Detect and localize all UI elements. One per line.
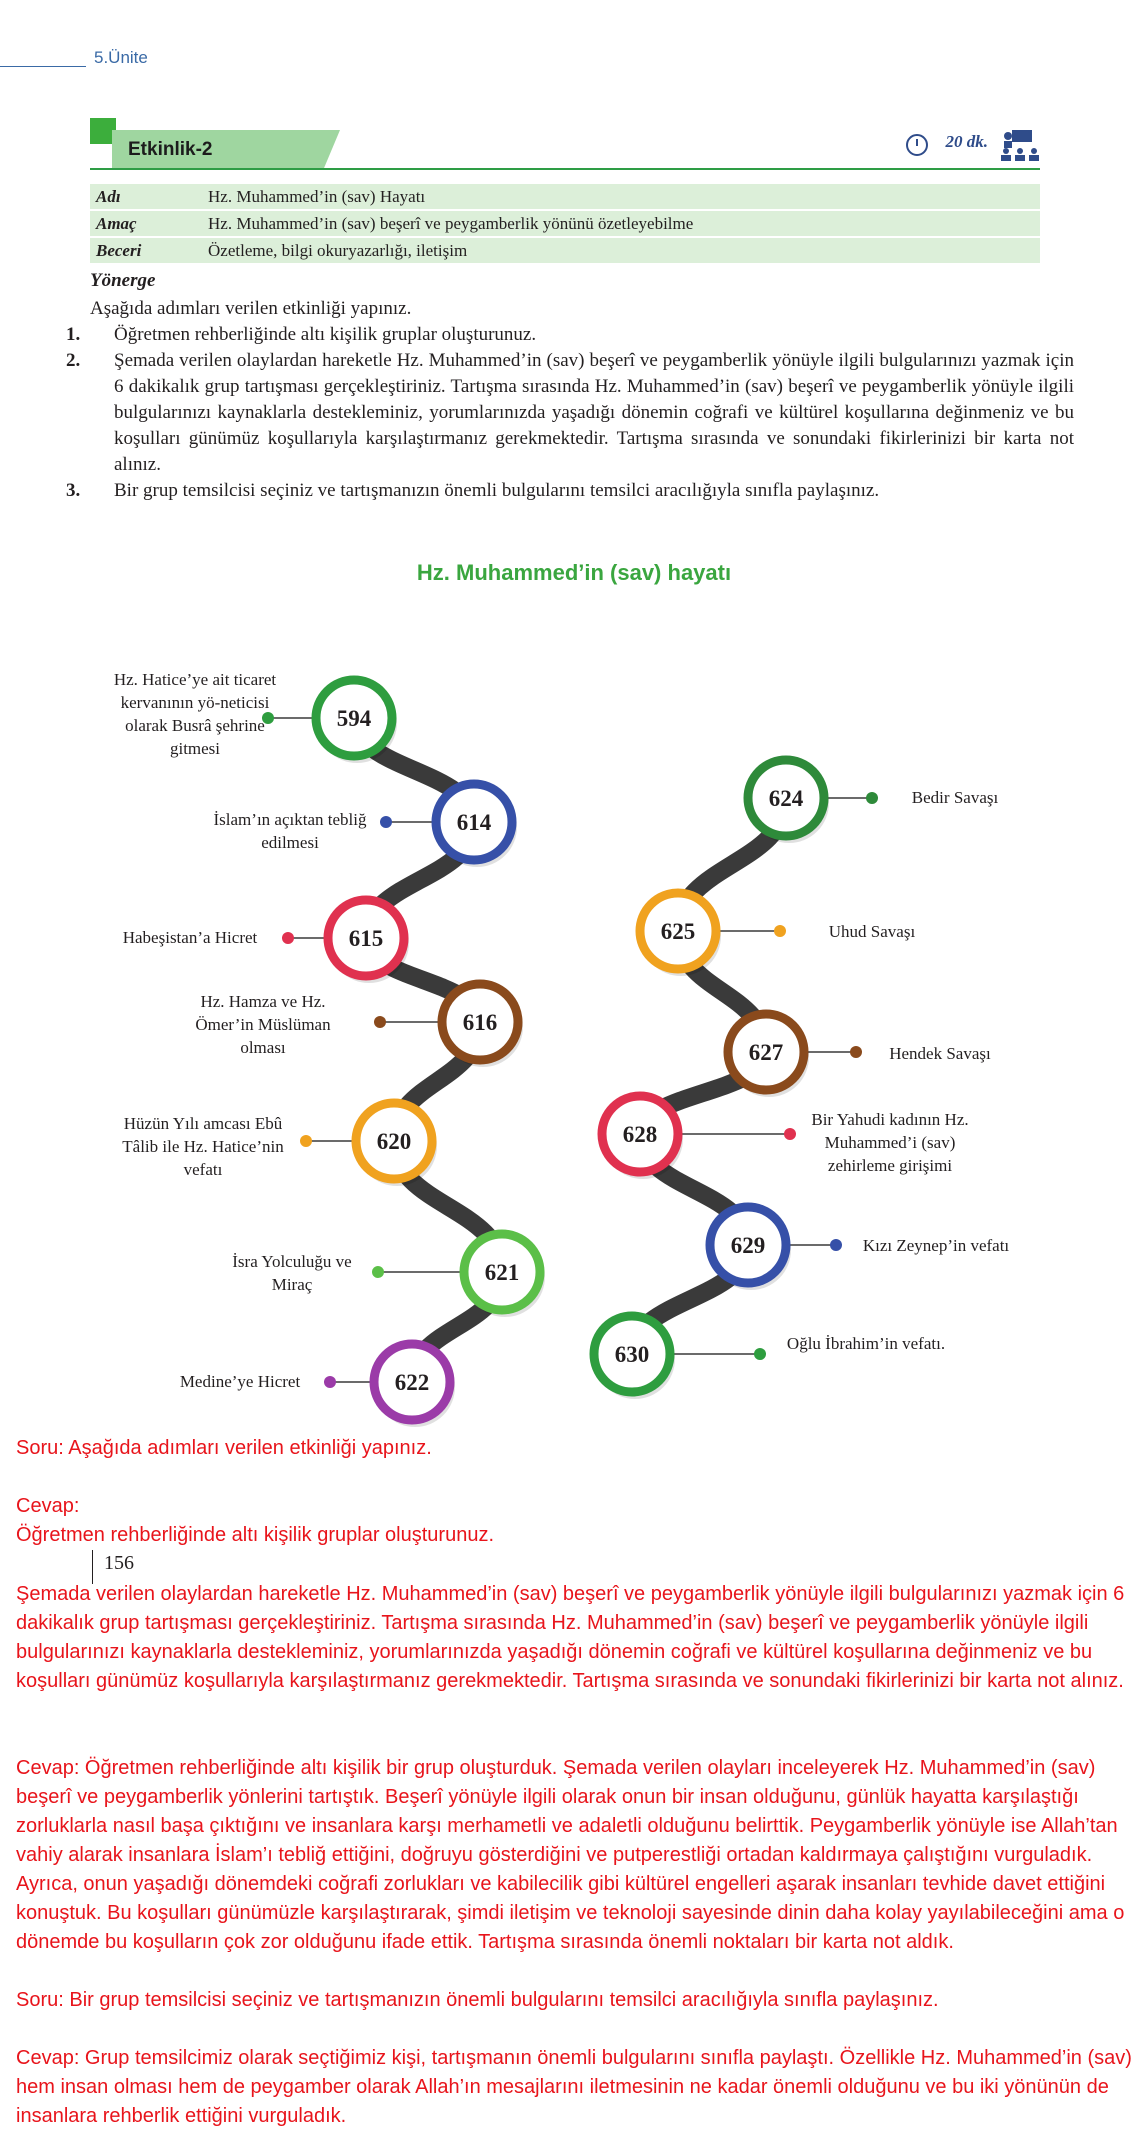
right-event-624: Bedir Savaşı [911, 788, 999, 807]
instruction-step-1 [66, 322, 1074, 348]
answer-2: Cevap: Grup temsilcimiz olarak seçtiğimiz kişi, tartışmanın önemli bulgularını sınıfla paylaştı. Özellikle Hz. Muhammed’in (sav) hem insan olması hem de peygamber olarak Allah’ın mesajlarını iletmesinin ne kadar önemli olduğunu ve bu iki yönünün de insanlara rehberlik ettiğini vurguladık. [16, 2047, 1132, 2127]
step-text: Öğretmen rehberliğinde altı kişilik gruplar oluşturunuz. [114, 324, 537, 345]
event-dot [300, 1135, 312, 1147]
event-dot [850, 1046, 862, 1058]
info-row-aim [90, 211, 1040, 236]
left-event-615: Habeşistan’a Hicret [122, 928, 258, 947]
answer-1-label: Cevap: [16, 1495, 80, 1517]
step-number: 3. [66, 480, 81, 501]
diagram-title: Hz. Muhammed’in (sav) hayatı [416, 560, 732, 585]
instructions-title: Yönerge [90, 270, 156, 291]
year-label: 630 [614, 1342, 650, 1367]
activity-header [90, 118, 1040, 172]
event-dot [324, 1376, 336, 1388]
left-event-594: Hz. Hatice’ye ait ticaret kervanının yö-neticisi olarak Busrâ şehrine gitmesi [113, 670, 277, 758]
answer-1-step: Öğretmen rehberliğinde altı kişilik gruplar oluşturunuz. [16, 1524, 495, 1546]
year-label: 615 [348, 926, 384, 951]
page-number-bar [92, 1550, 93, 1584]
left-event-616: Hz. Hamza ve Hz. Ömer’in Müslüman olması [195, 992, 331, 1057]
answer-1-step-2: Şemada verilen olaylardan hareketle Hz. Muhammed’in (sav) beşerî ve peygamberlik yönüyle ilgili bulgularınızı yazmak için 6 dakikalık grup tartışması gerçekleştiriniz. Tartışma sırasında Hz. Muhammed’in (sav) beşerî ve peygamberlik yönüyle ilgili bulgularınızı kaynaklarla destekleminiz, yorumlarınızda yaşadığı dönemin coğrafi ve kültürel koşullarına değinmeniz ve bu koşulları günümüz koşullarıyla karşılaştırmanız gerekmektedir. Tartışma sırasında ve sonundaki fikirlerinizi bir karta not alınız. [16, 1583, 1125, 1692]
year-label: 621 [484, 1260, 520, 1285]
info-row-skill [90, 238, 1040, 263]
left-event-620: Hüzün Yılı amcası Ebû Tâlib ile Hz. Hatice’nin vefatı [122, 1114, 284, 1179]
info-key: Amaç [90, 211, 202, 236]
clock-icon [906, 134, 928, 156]
left-event-621: İsra Yolculuğu ve Miraç [232, 1252, 352, 1294]
page-number: 156 [104, 1552, 134, 1574]
unit-rule [0, 66, 86, 67]
step-number: 1. [66, 324, 81, 345]
step-number: 2. [66, 350, 81, 371]
answer-1: Cevap: Öğretmen rehberliğinde altı kişilik bir grup oluşturduk. Şemada verilen olayları inceleyerek Hz. Muhammed’in (sav) beşerî ve peygamberlik yönlerini tartıştık. Beşerî yönüyle ilgili olarak onun bir insan olduğunu, günlük hayatta karşılaştığı zorluklarla nasıl başa çıktığını ve insanlara karşı merhametli ve adaletli olduğunu belirttik. Peygamberlik yönüyle ise Allah’tan vahiy alarak insanlara İslam’ı tebliğ ettiğini, doğruyu gösterdiğini ve putperestliği ortadan kaldırmaya çalıştığını vurguladık. Ayrıca, onun yaşadığı dönemdeki coğrafi zorlukları ve kabilecilik gibi kültürel engelleri aşarak insanları tevhide davet ettiğini konuştuk. Bu koşulları günümüzle karşılaştırarak, şimdi iletişim ve teknoloji sayesinde dinin daha kolay yayılabileceğini ama o dönemde bu koşulların çok zor olduğunu ifade ettik. Tartışma sırasında önemli noktaları bir karta not aldık. [16, 1757, 1125, 1953]
step-text: Şemada verilen olaylardan hareketle Hz. Muhammed’in (sav) beşerî ve peygamberlik yönüyle ilgili bulgularınızı yazmak için 6 dakikalık grup tartışması gerçekleştiriniz. Tartışma sırasında Hz. Muhammed’in (sav) beşerî ve peygamberlik yönüyle ilgili bulgularınızı kaynaklarla destekleminiz, yorumlarınızda yaşadığı dönemin coğrafi ve kültürel koşullarına değinmeniz ve bu koşulları günümüz koşullarıyla karşılaştırmanız gerekmektedir. Tartışma sırasında ve sonundaki fikirlerinizi bir karta not alınız. [114, 350, 1074, 475]
info-value: Hz. Muhammed’in (sav) beşerî ve peygamberlik yönünü özetleyebilme [202, 211, 1040, 236]
instructions-intro: Aşağıda adımları verilen etkinliği yapınız. [90, 298, 412, 319]
year-label: 594 [336, 706, 372, 731]
info-value: Hz. Muhammed’in (sav) Hayatı [202, 184, 1040, 209]
year-label: 620 [376, 1129, 412, 1154]
event-dot [866, 792, 878, 804]
question-1: Soru: Aşağıda adımları verilen etkinliği yapınız. [16, 1437, 432, 1459]
info-key: Beceri [90, 238, 202, 263]
event-dot [374, 1016, 386, 1028]
year-label: 622 [394, 1370, 430, 1395]
info-row-name [90, 184, 1040, 209]
activity-time: 20 dk. [945, 132, 988, 151]
left-event-614: İslam’ın açıktan tebliğ edilmesi [213, 810, 367, 852]
right-event-630: Oğlu İbrahim’in vefatı. [786, 1334, 946, 1353]
year-label: 625 [660, 919, 696, 944]
left-event-622: Medine’ye Hicret [179, 1372, 301, 1391]
year-label: 616 [462, 1010, 498, 1035]
event-dot [282, 932, 294, 944]
event-dot [830, 1239, 842, 1251]
right-event-629: Kızı Zeynep’in vefatı [862, 1236, 1010, 1255]
right-event-628: Bir Yahudi kadının Hz. Muhammed’i (sav) zehirleme girişimi [811, 1110, 969, 1175]
instruction-step-3 [66, 478, 1074, 504]
activity-label: Etkinlik-2 [128, 139, 213, 160]
year-label: 624 [768, 786, 804, 811]
year-label: 614 [456, 810, 492, 835]
group-icon [1000, 130, 1040, 162]
event-dot [774, 925, 786, 937]
info-value: Özetleme, bilgi okuryazarlığı, iletişim [202, 238, 1040, 263]
activity-info-table [90, 182, 1040, 265]
event-dot [372, 1266, 384, 1278]
year-label: 628 [622, 1122, 658, 1147]
info-key: Adı [90, 184, 202, 209]
event-dot [754, 1348, 766, 1360]
instruction-step-2 [66, 348, 1074, 478]
year-label: 627 [748, 1040, 784, 1065]
question-2: Soru: Bir grup temsilcisi seçiniz ve tartışmanızın önemli bulgularını temsilci aracılığıyla sınıfla paylaşınız. [16, 1989, 939, 2011]
activity-rule [90, 168, 1040, 170]
year-label: 629 [730, 1233, 766, 1258]
step-text: Bir grup temsilcisi seçiniz ve tartışmanızın önemli bulgularını temsilci aracılığıyla sınıfla paylaşınız. [114, 480, 880, 501]
unit-title: 5.Ünite [94, 48, 148, 67]
right-event-627: Hendek Savaşı [889, 1044, 991, 1063]
right-event-625: Uhud Savaşı [828, 922, 916, 941]
